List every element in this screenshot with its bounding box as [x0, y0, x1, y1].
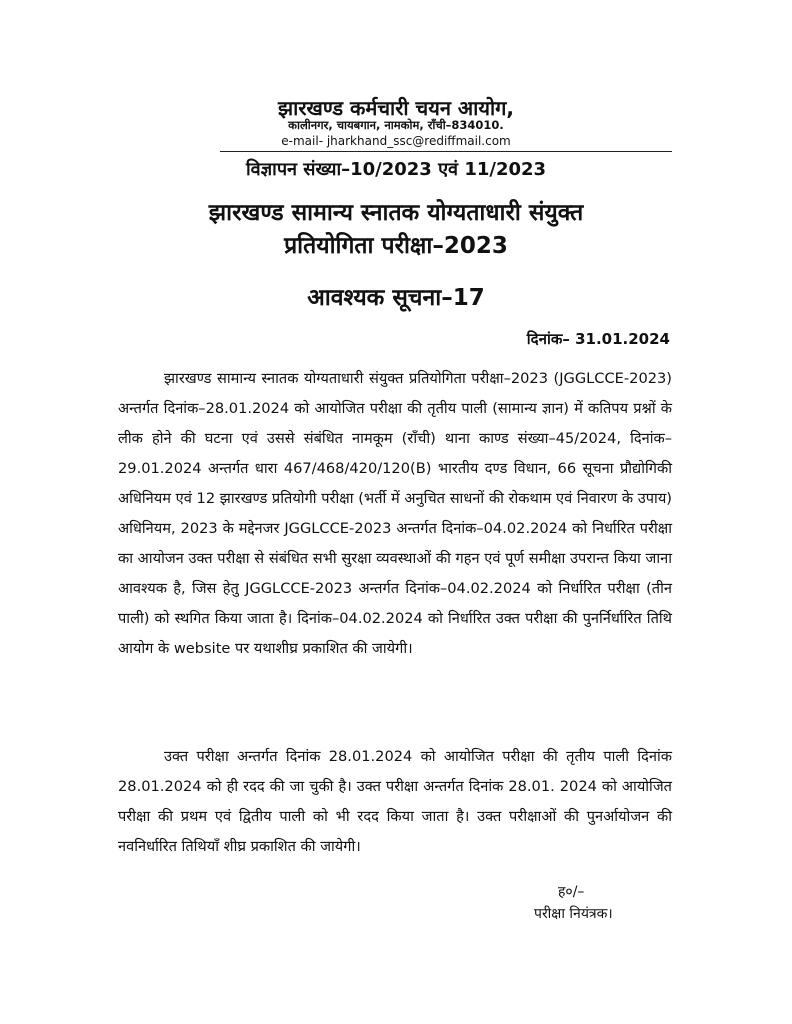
notice-title: आवश्यक सूचना–17	[307, 285, 485, 311]
organization-address: कालीनगर, चायबगान, नामकोम, राँची–834010.	[288, 118, 504, 132]
body-paragraph-1: झारखण्ड सामान्य स्नातक योग्यताधारी संयुक्त प्रतियोगिता परीक्षा–2023 (JGGLCCE-2023) अन्तर्गत दिनांक–28.01.2024 को आयोजित परीक्षा की तृतीय पाली (सामान्य ज्ञान) में कतिपय प्रश्नों के लीक होने की घटना एवं उससे संबंधित नामकूम (राँची) थाना काण्ड संख्या–45/2024, दिनांक–29.01.2024 अन्तर्गत धारा 467/468/420/120(B) भारतीय दण्ड विधान, 66 सूचना प्रौद्योगिकी अधिनियम एवं 12 झारखण्ड प्रतियोगी परीक्षा (भर्ती में अनुचित साधनों की रोकथाम एवं निवारण के उपाय) अधिनियम, 2023 के मद्देनजर JGGLCCE-2023 अन्तर्गत दिनांक–04.02.2024 को निर्धारित परीक्षा का आयोजन उक्त परीक्षा से संबंधित सभी सुरक्षा व्यवस्थाओं की गहन एवं पूर्ण समीक्षा उपरान्त किया जाना आवश्यक है, जिस हेतु JGGLCCE-2023 अन्तर्गत दिनांक–04.02.2024 को निर्धारित परीक्षा (तीन पाली) को स्थगित किया जाता है। दिनांक–04.02.2024 को निर्धारित उक्त परीक्षा की पुनर्निर्धारित तिथि आयोग के website पर यथाशीघ्र प्रकाशित की जायेगी।	[118, 370, 672, 657]
signature-mark: ह०/–	[558, 884, 585, 900]
notice-date: दिनांक– 31.01.2024	[526, 330, 670, 348]
exam-title-line-1: झारखण्ड सामान्य स्नातक योग्यताधारी संयुक्त	[208, 200, 584, 226]
organization-email: e-mail- jharkhand_ssc@rediffmail.com	[281, 134, 511, 148]
exam-title-line-2: प्रतियोगिता परीक्षा–2023	[284, 233, 508, 259]
organization-name: झारखण्ड कर्मचारी चयन आयोग,	[278, 96, 514, 120]
header-divider	[220, 151, 672, 152]
exam-title	[0, 197, 792, 263]
advertisement-number: विज्ञापन संख्या–10/2023 एवं 11/2023	[245, 159, 547, 180]
body-paragraph-2: उक्त परीक्षा अन्तर्गत दिनांक 28.01.2024 को आयोजित परीक्षा की तृतीय पाली दिनांक 28.01.2024 को ही रदद की जा चुकी है। उक्त परीक्षा अन्तर्गत दिनांक 28.01. 2024 को आयोजित परीक्षा की प्रथम एवं द्वितीय पाली को भी रदद किया जाता है। उक्त परीक्षाओं की पुनर्आयोजन की नवनिर्धारित तिथियाँ शीघ्र प्रकाशित की जायेगी।	[118, 748, 672, 855]
signatory-title: परीक्षा नियंत्रक।	[534, 906, 613, 922]
